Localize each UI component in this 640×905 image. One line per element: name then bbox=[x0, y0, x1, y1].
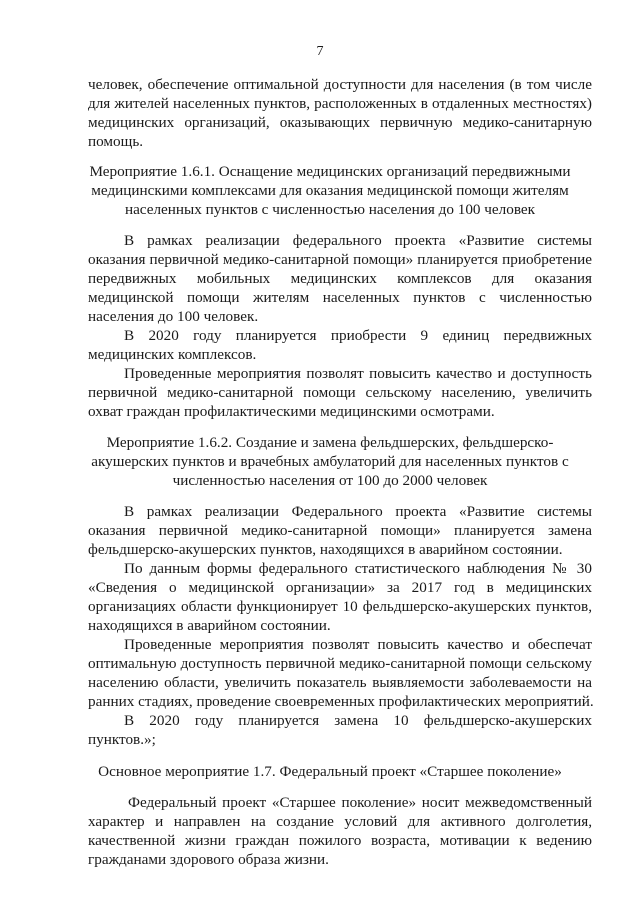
intro-line: медицинских организаций, оказывающих первичную медико-санитарную bbox=[88, 114, 592, 131]
paragraph-line: гражданами здорового образа жизни. bbox=[88, 851, 329, 868]
section-162-heading: численностью населения от 100 до 2000 человек bbox=[172, 472, 488, 489]
paragraph-line: В 2020 году планируется приобрести 9 единиц передвижных bbox=[124, 327, 592, 344]
page-number: 7 bbox=[316, 44, 324, 59]
paragraph-line: В рамках реализации Федерального проекта «Развитие системы bbox=[124, 503, 592, 520]
intro-line: помощь. bbox=[88, 133, 144, 150]
paragraph-line: характер и направлен на создание условий для активного долголетия, bbox=[88, 813, 592, 830]
paragraph-line: качественной жизни граждан пожилого возраста, мотивации к ведению bbox=[88, 832, 592, 849]
paragraph-line: находящихся в аварийном состоянии. bbox=[88, 617, 331, 634]
section-17-heading: Основное мероприятие 1.7. Федеральный проект «Старшее поколение» bbox=[98, 763, 562, 780]
section-161-heading: населенных пунктов с численностью населения до 100 человек bbox=[124, 201, 536, 218]
paragraph-line: оптимальную доступность первичной медико-санитарной помощи сельскому bbox=[88, 655, 592, 672]
paragraph-line: Проведенные мероприятия позволят повысить качество и доступность bbox=[124, 365, 592, 382]
paragraph-line: охват граждан профилактическими медицинскими осмотрами. bbox=[88, 403, 495, 420]
paragraph-line: передвижных мобильных медицинских комплексов для оказания bbox=[88, 270, 592, 287]
paragraph-line: «Сведения о медицинской организации» за 2017 год в медицинских bbox=[88, 579, 592, 596]
paragraph-line: фельдшерско-акушерских пунктов, находящихся в аварийном состоянии. bbox=[88, 541, 563, 558]
paragraph-line: первичной медико-санитарной помощи сельскому населению, увеличить bbox=[88, 384, 592, 401]
paragraph-line: ранних стадиях, проведение своевременных профилактических мероприятий. bbox=[88, 693, 594, 710]
paragraph-line: медицинских комплексов. bbox=[88, 346, 257, 363]
paragraph-line: Проведенные мероприятия позволят повысить качество и обеспечат bbox=[124, 636, 592, 653]
paragraph-line: оказания первичной медико-санитарной помощи» планируется приобретение bbox=[88, 251, 592, 268]
paragraph-line: пунктов.»; bbox=[88, 731, 156, 748]
intro-line: для жителей населенных пунктов, расположенных в отдаленных местностях) bbox=[88, 95, 592, 112]
paragraph-line: Федеральный проект «Старшее поколение» носит межведомственный bbox=[128, 794, 592, 811]
section-161-heading: Мероприятие 1.6.1. Оснащение медицинских организаций передвижными bbox=[89, 163, 571, 180]
paragraph-line: медицинской помощи жителям населенных пунктов с численностью bbox=[88, 289, 592, 306]
intro-line: человек, обеспечение оптимальной доступности для населения (в том числе bbox=[88, 76, 592, 93]
section-162-heading: Мероприятие 1.6.2. Создание и замена фельдшерских, фельдшерско- bbox=[106, 434, 554, 451]
section-162-heading: акушерских пунктов и врачебных амбулаторий для населенных пунктов с bbox=[91, 453, 569, 470]
section-161-heading: медицинскими комплексами для оказания медицинской помощи жителям bbox=[91, 182, 569, 199]
paragraph-line: населения до 100 человек. bbox=[88, 308, 259, 325]
paragraph-line: В 2020 году планируется замена 10 фельдшерско-акушерских bbox=[124, 712, 592, 729]
paragraph-line: По данным формы федерального статистического наблюдения № 30 bbox=[124, 560, 592, 577]
paragraph-line: оказания первичной медико-санитарной помощи» планируется замена bbox=[88, 522, 592, 539]
paragraph-line: организациях области функционирует 10 фельдшерско-акушерских пунктов, bbox=[88, 598, 592, 615]
paragraph-line: населению области, увеличить показатель выявляемости заболеваемости на bbox=[88, 674, 592, 691]
paragraph-line: В рамках реализации федерального проекта «Развитие системы bbox=[124, 232, 592, 249]
